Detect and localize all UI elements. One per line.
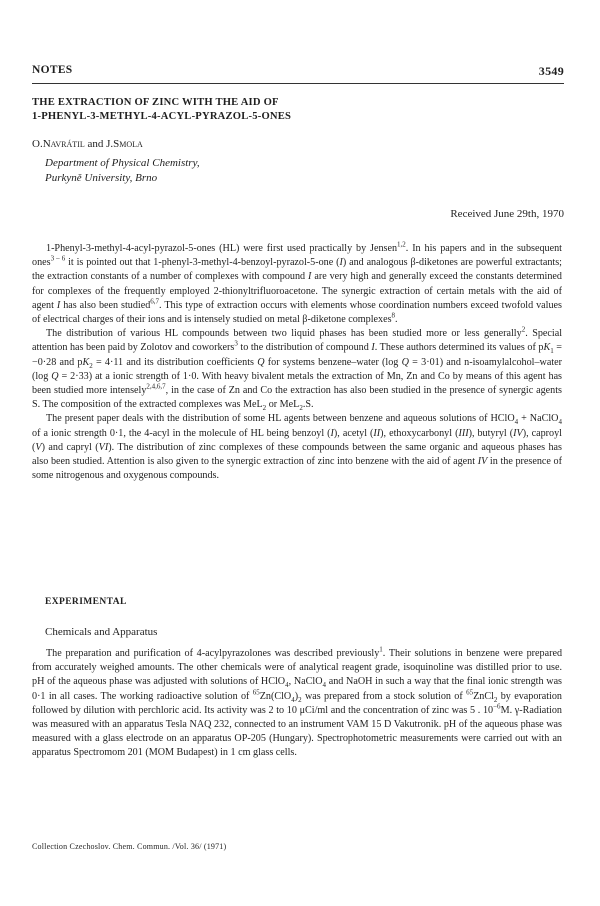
paragraph-experimental: The preparation and purification of 4-acylpyrazolones was described previously$^1$. Their solutions in benzene were prepared from accurately weighed amounts. The other chemicals were of analytical reagent grade, isoquinoline was distilled prior to use. pH of the aqueous phase was adjusted with solutions of HClO$_4$, NaClO$_4$ and NaOH in such a way that the final ionic strength was 0·1 in all cases. The working radioactive solution of $^{65}Zn(ClO_4)_2$ was prepared from a stock solution of $^{65}$ZnCl$_2$ by evaporation followed by dilution with perchloric acid. Its activity was 2 to 10 μCi/ml and the concentration of zinc was 5 . $10^{-6}M$. γ-Radiation was measured with an apparatus Tesla NAQ 232, connected to an instrument VAM 15 D Vakutronik. pH of the aqueous phase was measured with a glass electrode on an apparatus OP-205 (Hungary). Spectrophotometric measurements were carried out with an apparatus Spectromom 201 (MOM Budapest) in 1 cm glass cells.: [32, 645, 563, 759]
paragraph-2: The distribution of various HL compounds between two liquid phases has been studied more or less generally$^2$. Special attention has been paid by Zolotov and coworkers$^3$ to the distribution of compound I. These authors determined its values of $pK_1 = -0\cdot 28$ and $pK_2 = 4\cdot 11$ and its distribution coefficients Q for systems benzene–water (log Q = 3·01) and n-isoamylalcohol–water (log Q = 2·33) at a ionic strength of 1·0. With heavy bivalent metals the extraction of Mn, Zn and Co by means of this agent has been studied more intensely$^{2,4,6,7}$, in the case of Zn and Co the extraction has also been studied in the presence of synergic agents S. The composition of the extracted complexes was MeL$_2$ or MeL$_2$.S.: [32, 325, 563, 413]
received-date: Received June 29th, 1970: [450, 208, 564, 220]
header-rule: [32, 83, 564, 84]
journal-footer: Collection Czechoslov. Chem. Commun. /Vol. 36/ (1971): [32, 842, 227, 851]
running-header: [32, 64, 564, 78]
paragraph-3: The present paper deals with the distribution of some HL agents between benzene and aqueous solutions of HClO$_4$ + NaClO$_4$ of a ionic strength 0·1, the 4-acyl in the molecule of HL being benzoyl (I), acetyl (II), ethoxycarbonyl (III), butyryl (IV), caproyl (V) and capryl (VI). The distribution of zinc complexes of these compounds between the same organic and aqueous phases has also been studied. Attention is also given to the synergic extraction of zinc into benzene with the aid of agent IV in the presence of some nitrogenous and oxygenous compounds.: [32, 413, 562, 482]
section-heading: EXPERIMENTAL: [45, 597, 127, 607]
section-label: NOTES: [32, 64, 73, 76]
affiliation: [45, 156, 200, 186]
title-line-1: THE EXTRACTION OF ZINC WITH THE AID OF: [32, 97, 279, 108]
title-line-2: 1-PHENYL-3-METHYL-4-ACYL-PYRAZOL-5-ONES: [32, 111, 292, 122]
article-title: [32, 96, 452, 124]
author-1: O.Navrátil: [32, 138, 85, 150]
affiliation-line-2: Purkyně University, Brno: [45, 172, 158, 184]
introduction-text: [32, 242, 562, 483]
subsection-heading: Chemicals and Apparatus: [45, 626, 158, 638]
paragraph-1: 1-Phenyl-3-methyl-4-acyl-pyrazol-5-ones (HL) were first used practically by Jensen$^{1,2}$. In his papers and in the subsequent ones$^{3 - 6}$ it is pointed out that 1-phenyl-3-methyl-4-benzoyl-pyrazol-5-one (I) and analogous β-diketones are powerful extractants; the extraction constants of a number of complexes with compound I are very high and generally exceed the constants determined for complexes of the frequently employed 2-thionyltrifluoroacetone. The synergic extraction of certain metals with the aid of agent I has also been studied$^{6,7}$. This type of extraction occurs with elements whose coordination numbers exceed twofold values of electrical charges of their ions and is intensely studied on metal β-diketone complexes$^8$.: [32, 240, 562, 326]
experimental-text: [32, 647, 562, 761]
page-number: 3549: [538, 64, 564, 78]
affiliation-line-1: Department of Physical Chemistry,: [45, 157, 200, 169]
author-2: J.Smola: [106, 138, 143, 150]
author-line: [32, 138, 143, 150]
author-connector: and: [84, 138, 107, 150]
